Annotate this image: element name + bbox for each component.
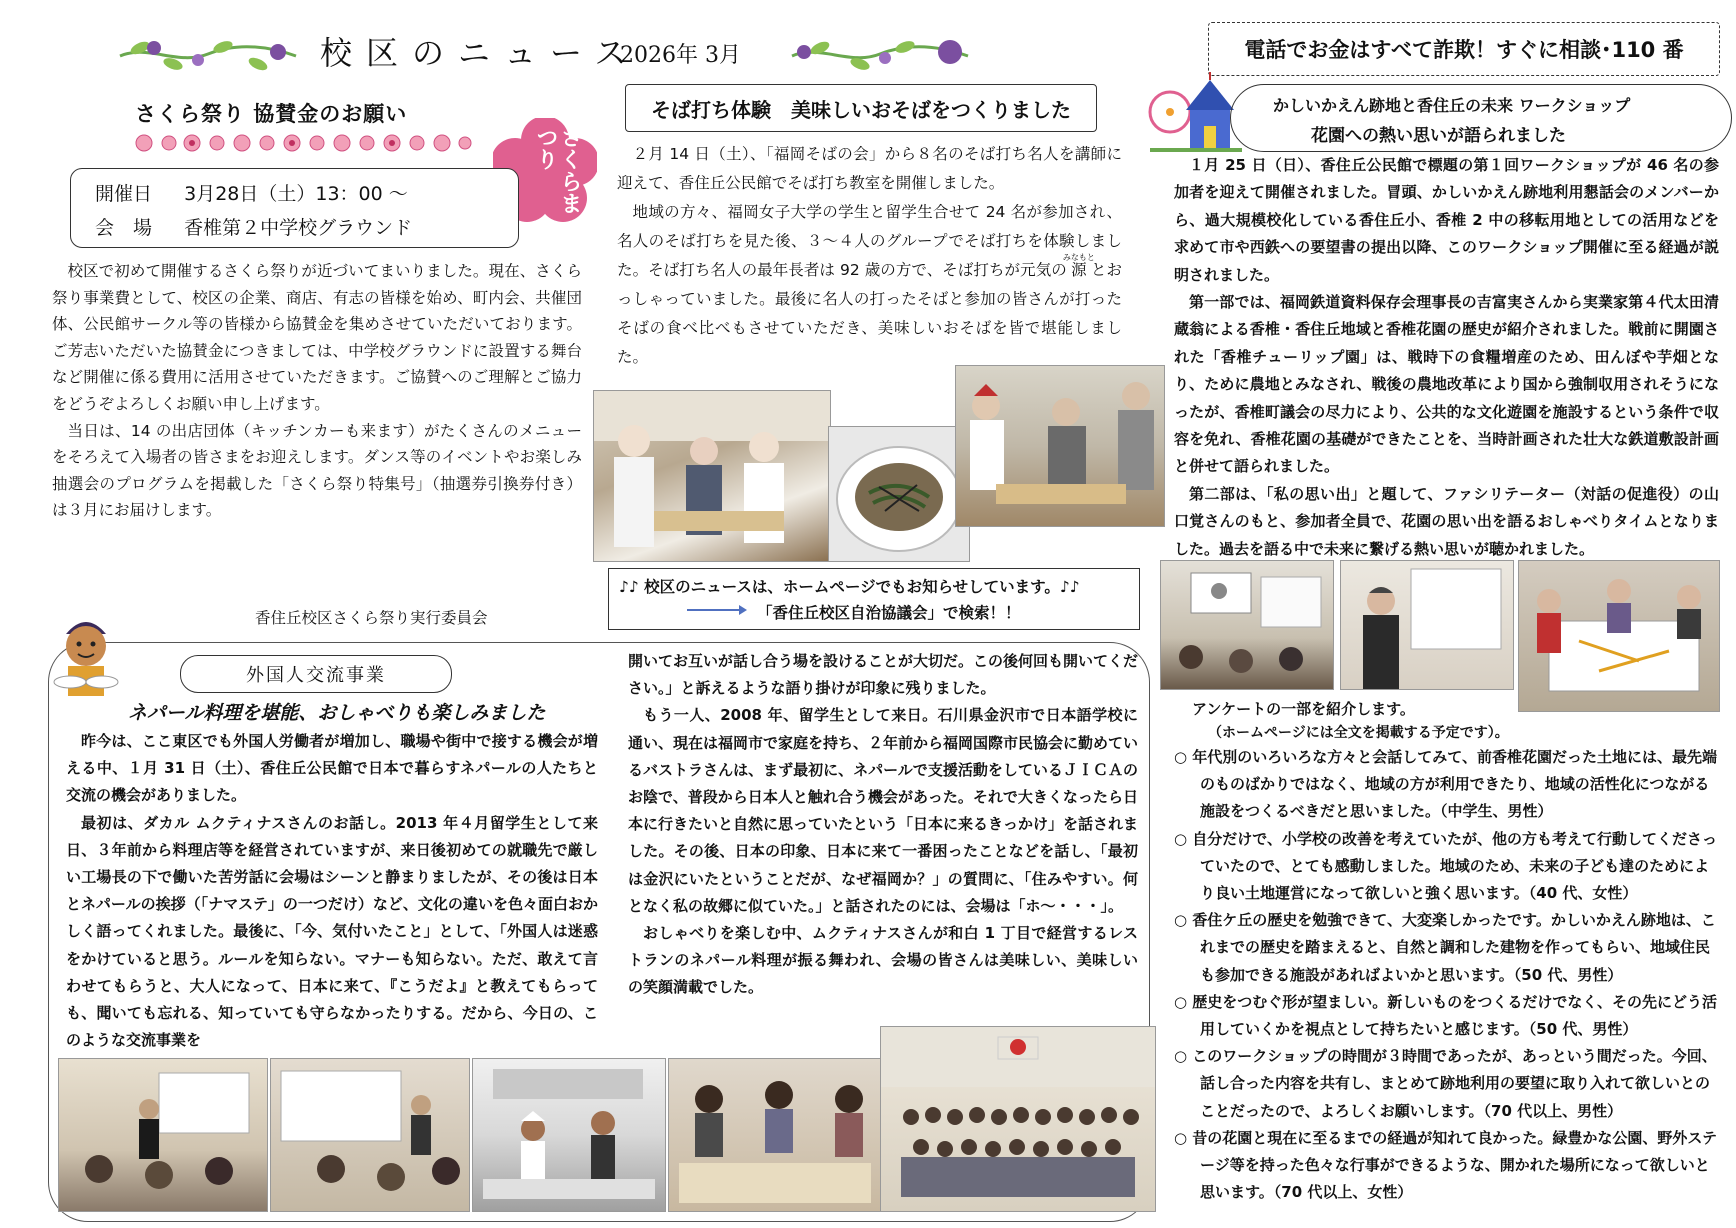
- foreign-right-paragraph-2: もう一人、2008 年、留学生として来日。石川県金沢市で日本語学校に通い、現在は福岡市で家庭を持ち、２年前から福岡国際市民協会に勤めているバストラさんは、まず最初に、ネパールで支援活動をしているＪＩＣＡのお陰で、普段から日本人と触れ合う機会があった。それで大きくなったら日本に行きたいと自然に思っていたという「日本に来るきっかけ」を話されました。その後、日本の印象、日本に来て一番困ったことなどを話し、「最初は金沢にいたということだが、なぜ福岡か？」の質問に、「住みやすい。何となく私の故郷に似ていた。」と話されたのには、会場は「ホ～・・・」。: [628, 706, 1139, 915]
- survey-item: ○ 香住ケ丘の歴史を勉強できて、大変楽しかったです。かしいかえん跡地は、これまでの歴史を踏まえると、自然と調和した建物を作ってもらい、地域住民も参加できる施設があればよいかと思います。（50 代、男性）: [1174, 911, 1716, 984]
- workshop-body: [1174, 152, 1719, 563]
- soba-paragraph-2-part-a: 地域の方々、福岡女子大学の学生と留学生合せて 24 名が参加され、名人のそば打ちを見た後、３～４人のグループでそば打ちを体験しました。そば打ち名人の最年長者は 92 歳の方で、そば打ちが元気の: [617, 203, 1122, 279]
- foreign-left-paragraph-2: 最初は、ダカル ムクティナスさんのお話し。2013 年４月留学生として来日、３年前から料理店等を経営されていますが、来日後初めての就職先で厳しい工場長の下で働いた苦労話に会場はシーンと静まりましたが、その後は日本とネパールの挨拶（「ナマステ」の一つだけ）など、文化の違いを色々面白おかしく語ってくれました。最後に、「今、気付いたこと」として、「外国人は迷惑をかけていると思う。ルールを知らない。マナーも知らない。ただ、敢えて言わせてもらうと、大人になって、日本に来て、『こうだよ』と教えてもらっても、聞いても忘れる、知っていても守らなかったりする。だから、今日の、このような交流事業を: [66, 813, 598, 1050]
- sakura-flower-row: [132, 132, 472, 154]
- soba-paragraph-1: ２月 14 日（土）、「福岡そばの会」から８名のそば打ち名人を講師に迎えて、香住丘公民館でそば打ち教室を開催しました。: [617, 145, 1122, 192]
- newsletter-date: 2026年 3月: [620, 43, 741, 68]
- homepage-notice-line-1: ♪♪ 校区のニュースは、ホームページでもお知らせしています。♪♪: [619, 578, 1080, 596]
- soba-photo-3: [955, 365, 1165, 527]
- survey-item: ○ 歴史をつむぐ形が望ましい。新しいものをつくるだけでなく、その先にどう活用していくかを視点として持ちたいと感じます。（50 代、男性）: [1174, 992, 1718, 1039]
- event-date-label: 開催日: [95, 183, 153, 205]
- survey-item: ○ 昔の花園と現在に至るまでの経過が知れて良かった。緑豊かな公園、野外ステージ等を持った色々な行事ができるような、開かれた場所になって欲しいと思います。（70 代以上、女性）: [1174, 1128, 1718, 1202]
- ruby-text: みなもと: [1062, 253, 1095, 262]
- workshop-photo-3: [1518, 560, 1720, 712]
- survey-list: [1174, 744, 1719, 1206]
- homepage-notice-box: [608, 568, 1140, 630]
- soba-body: [617, 140, 1122, 372]
- foreign-label: 外国人交流事業: [246, 665, 386, 686]
- sakura-paragraph-1: 校区で初めて開催するさくら祭りが近づいてまいりました。現在、さくら祭り事業費として、校区の企業、商店、有志の皆様を始め、町内会、共催団体、公民館サークル等の皆様から協賛金を集めさせていただいております。ご芳志いただいた協賛金につきましては、中学校グラウンドに設置する舞台など開催に係る費用に活用させていただきます。ご協賛へのご理解とご協力をどうぞよろしくお願い申し上げます。: [52, 262, 582, 413]
- workshop-title-line-2: 花園への熱い思いが語られました: [1311, 126, 1566, 146]
- survey-intro: アンケートの一部を紹介します。: [1192, 700, 1415, 718]
- foreign-photo-4: [668, 1058, 882, 1212]
- workshop-title-line-1: かしいかえん跡地と香住丘の未来 ワークショップ: [1273, 96, 1631, 115]
- workshop-title-cloud: [1230, 84, 1732, 152]
- sakura-event-info-box: [70, 168, 519, 248]
- sakura-badge-text: さくらまつり: [533, 126, 582, 214]
- ruby-base: 源: [1062, 261, 1095, 279]
- venue-label: 会 場: [95, 217, 153, 239]
- foreign-title: ネパール料理を堪能、おしゃべりも楽しみました: [128, 702, 546, 724]
- workshop-photo-2: [1340, 560, 1514, 690]
- workshop-paragraph-1: １月 25 日（日）、香住丘公民館で標題の第１回ワークショップが 46 名の参加者を迎えて開催されました。冒頭、かしいかえん跡地利用懇話会のメンバーから、過大規模校化している香住丘小、香椎 2 中の移転用地としての活用などを求めて市や西鉄への要望書の提出以降、このワークショップ開催に至る経過が説明されました。: [1174, 156, 1719, 284]
- foreign-body-left: [66, 728, 598, 1054]
- fraud-warning-banner: [1208, 22, 1720, 76]
- event-date-value: 3月28日（土）13：00 ～: [184, 183, 408, 205]
- chef-illustration: [50, 610, 122, 700]
- survey-item: ○ 自分だけで、小学校の改善を考えていたが、他の方も考えて行動してくださっていたので、とても感動しました。地域のため、未来の子ども達のためにより良い土地運営になって欲しいと強く思います。（40 代、女性）: [1174, 829, 1718, 903]
- homepage-notice-line-2: 「香住丘校区自治協議会」で検索！！: [757, 604, 1021, 622]
- vine-decoration-right: [790, 34, 970, 74]
- workshop-paragraph-2: 第一部では、福岡鉄道資料保存会理事長の吉富実さんから実業家第４代太田清蔵翁による香椎・香住丘地域と香椎花園の歴史が紹介されました。戦前に開園された「香椎チューリップ園」は、戦時下の食糧増産のため、田んぼや芋畑となり、ために農地とみなされ、戦後の農地改革により国から強制収用されそうになったが、香椎町議会の尽力により、公共的な文化遊園を施設するという条件で収容を免れ、香椎花園の基礎ができたことを、当時計画された壮大な鉄道敷設計画と併せて語られました。: [1174, 293, 1719, 476]
- workshop-photo-1: [1160, 560, 1334, 690]
- foreign-right-paragraph-3: おしゃべりを楽しむ中、ムクティナスさんが和白 1 丁目で経営するレストランのネパール料理が振る舞われ、会場の皆さんは美味しい、美味しいの笑顔満載でした。: [628, 924, 1138, 997]
- sakura-body: [52, 258, 582, 524]
- soba-paragraph-2-part-b: とおっしゃっていました。最後に名人の打ったそばと参加の皆さんが打ったそばの食べ比べもさせていただき、美味しいおそばを皆で堪能しました。: [617, 261, 1122, 366]
- survey-item: ○ 年代別のいろいろな方々と会話してみて、前香椎花園だった土地には、最先端のものばかりではなく、地域の方が利用できたり、地域の活性化につながる施設をつくるべきだと思いました。（中学生、男性）: [1174, 748, 1718, 821]
- survey-note: （ホームページには全文を掲載する予定です）。: [1208, 725, 1509, 741]
- soba-paragraph-2: [617, 198, 1122, 372]
- foreign-photo-group: [880, 1026, 1156, 1212]
- sakura-signature: 香住丘校区さくら祭り実行委員会: [255, 609, 488, 627]
- soba-title: そば打ち体験 美味しいおそばをつくりました: [651, 97, 1071, 122]
- arrow-icon: [687, 609, 745, 611]
- soba-ruby: [1062, 253, 1095, 279]
- foreign-photo-1: [58, 1058, 268, 1212]
- soba-title-box: [625, 84, 1097, 132]
- vine-decoration-left: [118, 34, 298, 74]
- venue-value: 香椎第２中学校グラウンド: [184, 217, 413, 239]
- survey-item: ○ このワークショップの時間が３時間であったが、あっという間だった。今回、話し合った内容を共有し、まとめて跡地利用の要望に取り入れて欲しいとのことだったので、よろしくお願いします。（70 代以上、男性）: [1174, 1047, 1717, 1120]
- sakura-title: さくら祭り 協賛金のお願い: [135, 102, 408, 126]
- soba-photo-1: [593, 390, 831, 562]
- sakura-paragraph-2: 当日は、14 の出店団体（キッチンカーも来ます）がたくさんのメニューをそろえて入場者の皆さまをお迎えします。ダンス等のイベントやお楽しみ抽選会のプログラムを掲載した「さくら祭り特集号」（抽選券引換券付き）は３月にお届けします。: [52, 421, 582, 520]
- foreign-label-badge: [180, 655, 452, 693]
- newsletter-title: 校区のニュース: [320, 34, 641, 72]
- foreign-body-right: [628, 648, 1138, 1002]
- foreign-photo-2: [270, 1058, 470, 1212]
- foreign-left-paragraph-1: 昨今は、ここ東区でも外国人労働者が増加し、職場や街中で接する機会が増える中、１月 31 日（土）、香住丘公民館で日本で暮らすネパールの人たちと交流の機会がありました。: [66, 732, 598, 805]
- foreign-right-paragraph-1: 開いてお互いが話し合う場を設けることが大切だ。この後何回も開いてください。」と訴えるような語り掛けが印象に残りました。: [628, 652, 1139, 698]
- foreign-photo-3: [472, 1058, 666, 1212]
- fraud-warning-text: 電話でお金はすべて詐欺！すぐに相談･110 番: [1244, 38, 1684, 62]
- workshop-paragraph-3: 第二部は、「私の思い出」と題して、ファシリテーター（対話の促進役）の山口覚さんのもと、参加者全員で、花園の思い出を語るおしゃべりタイムとなりました。過去を語る中で未来に繋げる熱い思いが聴かれました。: [1174, 484, 1719, 558]
- soba-photo-2: [828, 426, 970, 562]
